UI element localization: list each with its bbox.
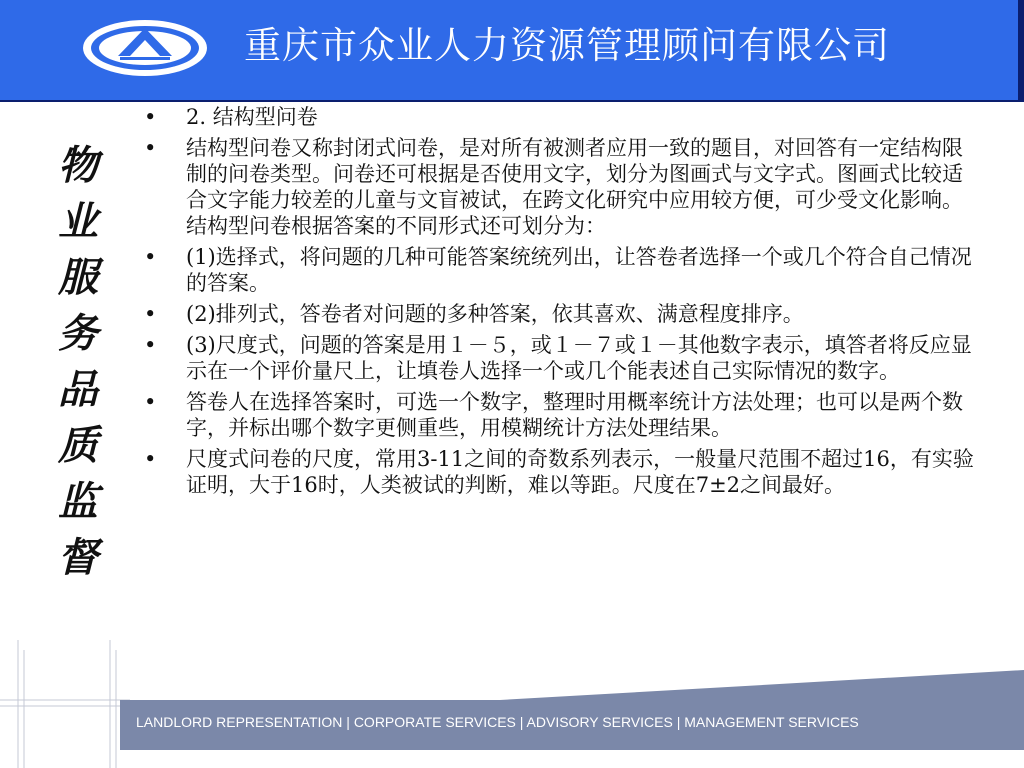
- decorative-lines: [0, 640, 130, 768]
- bullet-item: [144, 301, 974, 327]
- side-title: [52, 138, 104, 658]
- slide-content: [144, 104, 974, 503]
- company-name: 重庆市众业人力资源管理顾问有限公司: [244, 24, 890, 67]
- footer-wedge-decoration: [500, 670, 1024, 700]
- bullet-icon: •: [144, 136, 157, 160]
- side-title-char: 物: [58, 142, 98, 189]
- bullet-icon: •: [144, 245, 157, 269]
- bullet-text: 答卷人在选择答案时，可选一个数字，整理时用概率统计方法处理；也可以是两个数字，并标出哪个数字更侧重些，用模糊统计方法处理结果。: [186, 390, 963, 440]
- footer-bar: [120, 700, 1024, 750]
- bullet-icon: •: [144, 105, 157, 129]
- bullet-item: [144, 446, 974, 498]
- bullet-icon: •: [144, 390, 157, 414]
- bullet-text: 结构型问卷又称封闭式问卷，是对所有被测者应用一致的题目，对回答有一定结构限制的问卷类型。问卷还可根据是否使用文字，划分为图画式与文字式。图画式比较适合文字能力较差的儿童与文盲被试，在跨文化研究中应用较方便，可少受文化影响。结构型问卷根据答案的不同形式还可划分为：: [186, 136, 963, 238]
- side-title-char: 业: [58, 198, 98, 245]
- side-title-char: 监: [58, 478, 98, 525]
- bullet-item: [144, 332, 974, 384]
- bullet-item: [144, 244, 974, 296]
- bullet-text: (1)选择式，将问题的几种可能答案统统列出，让答卷者选择一个或几个符合自己情况的答案。: [186, 245, 972, 295]
- bullet-item: [144, 135, 974, 239]
- bullet-list: [144, 104, 974, 498]
- bullet-text: 2. 结构型问卷: [186, 105, 318, 129]
- bullet-icon: •: [144, 333, 157, 357]
- bullet-item: [144, 389, 974, 441]
- header-banner: [0, 0, 1024, 102]
- side-title-char: 服: [58, 254, 98, 301]
- side-title-char: 品: [58, 366, 98, 413]
- side-title-char: 质: [58, 422, 98, 469]
- footer-services-text: LANDLORD REPRESENTATION | CORPORATE SERVICES | ADVISORY SERVICES | MANAGEMENT SERVICES: [136, 714, 859, 730]
- side-title-char: 务: [58, 310, 98, 357]
- bullet-text: (2)排列式，答卷者对问题的多种答案，依其喜欢、满意程度排序。: [186, 302, 804, 326]
- bullet-icon: •: [144, 447, 157, 471]
- company-logo-icon: [80, 18, 210, 78]
- side-title-char: 督: [58, 534, 98, 581]
- bullet-text: (3)尺度式，问题的答案是用１－５，或１－７或１－其他数字表示，填答者将反应显示在一个评价量尺上，让填卷人选择一个或几个能表述自己实际情况的数字。: [186, 333, 972, 383]
- bullet-icon: •: [144, 302, 157, 326]
- bullet-text: 尺度式问卷的尺度，常用3-11之间的奇数系列表示，一般量尺范围不超过16，有实验证明，大于16时，人类被试的判断，难以等距。尺度在7±2之间最好。: [186, 447, 974, 497]
- bullet-item: [144, 104, 974, 130]
